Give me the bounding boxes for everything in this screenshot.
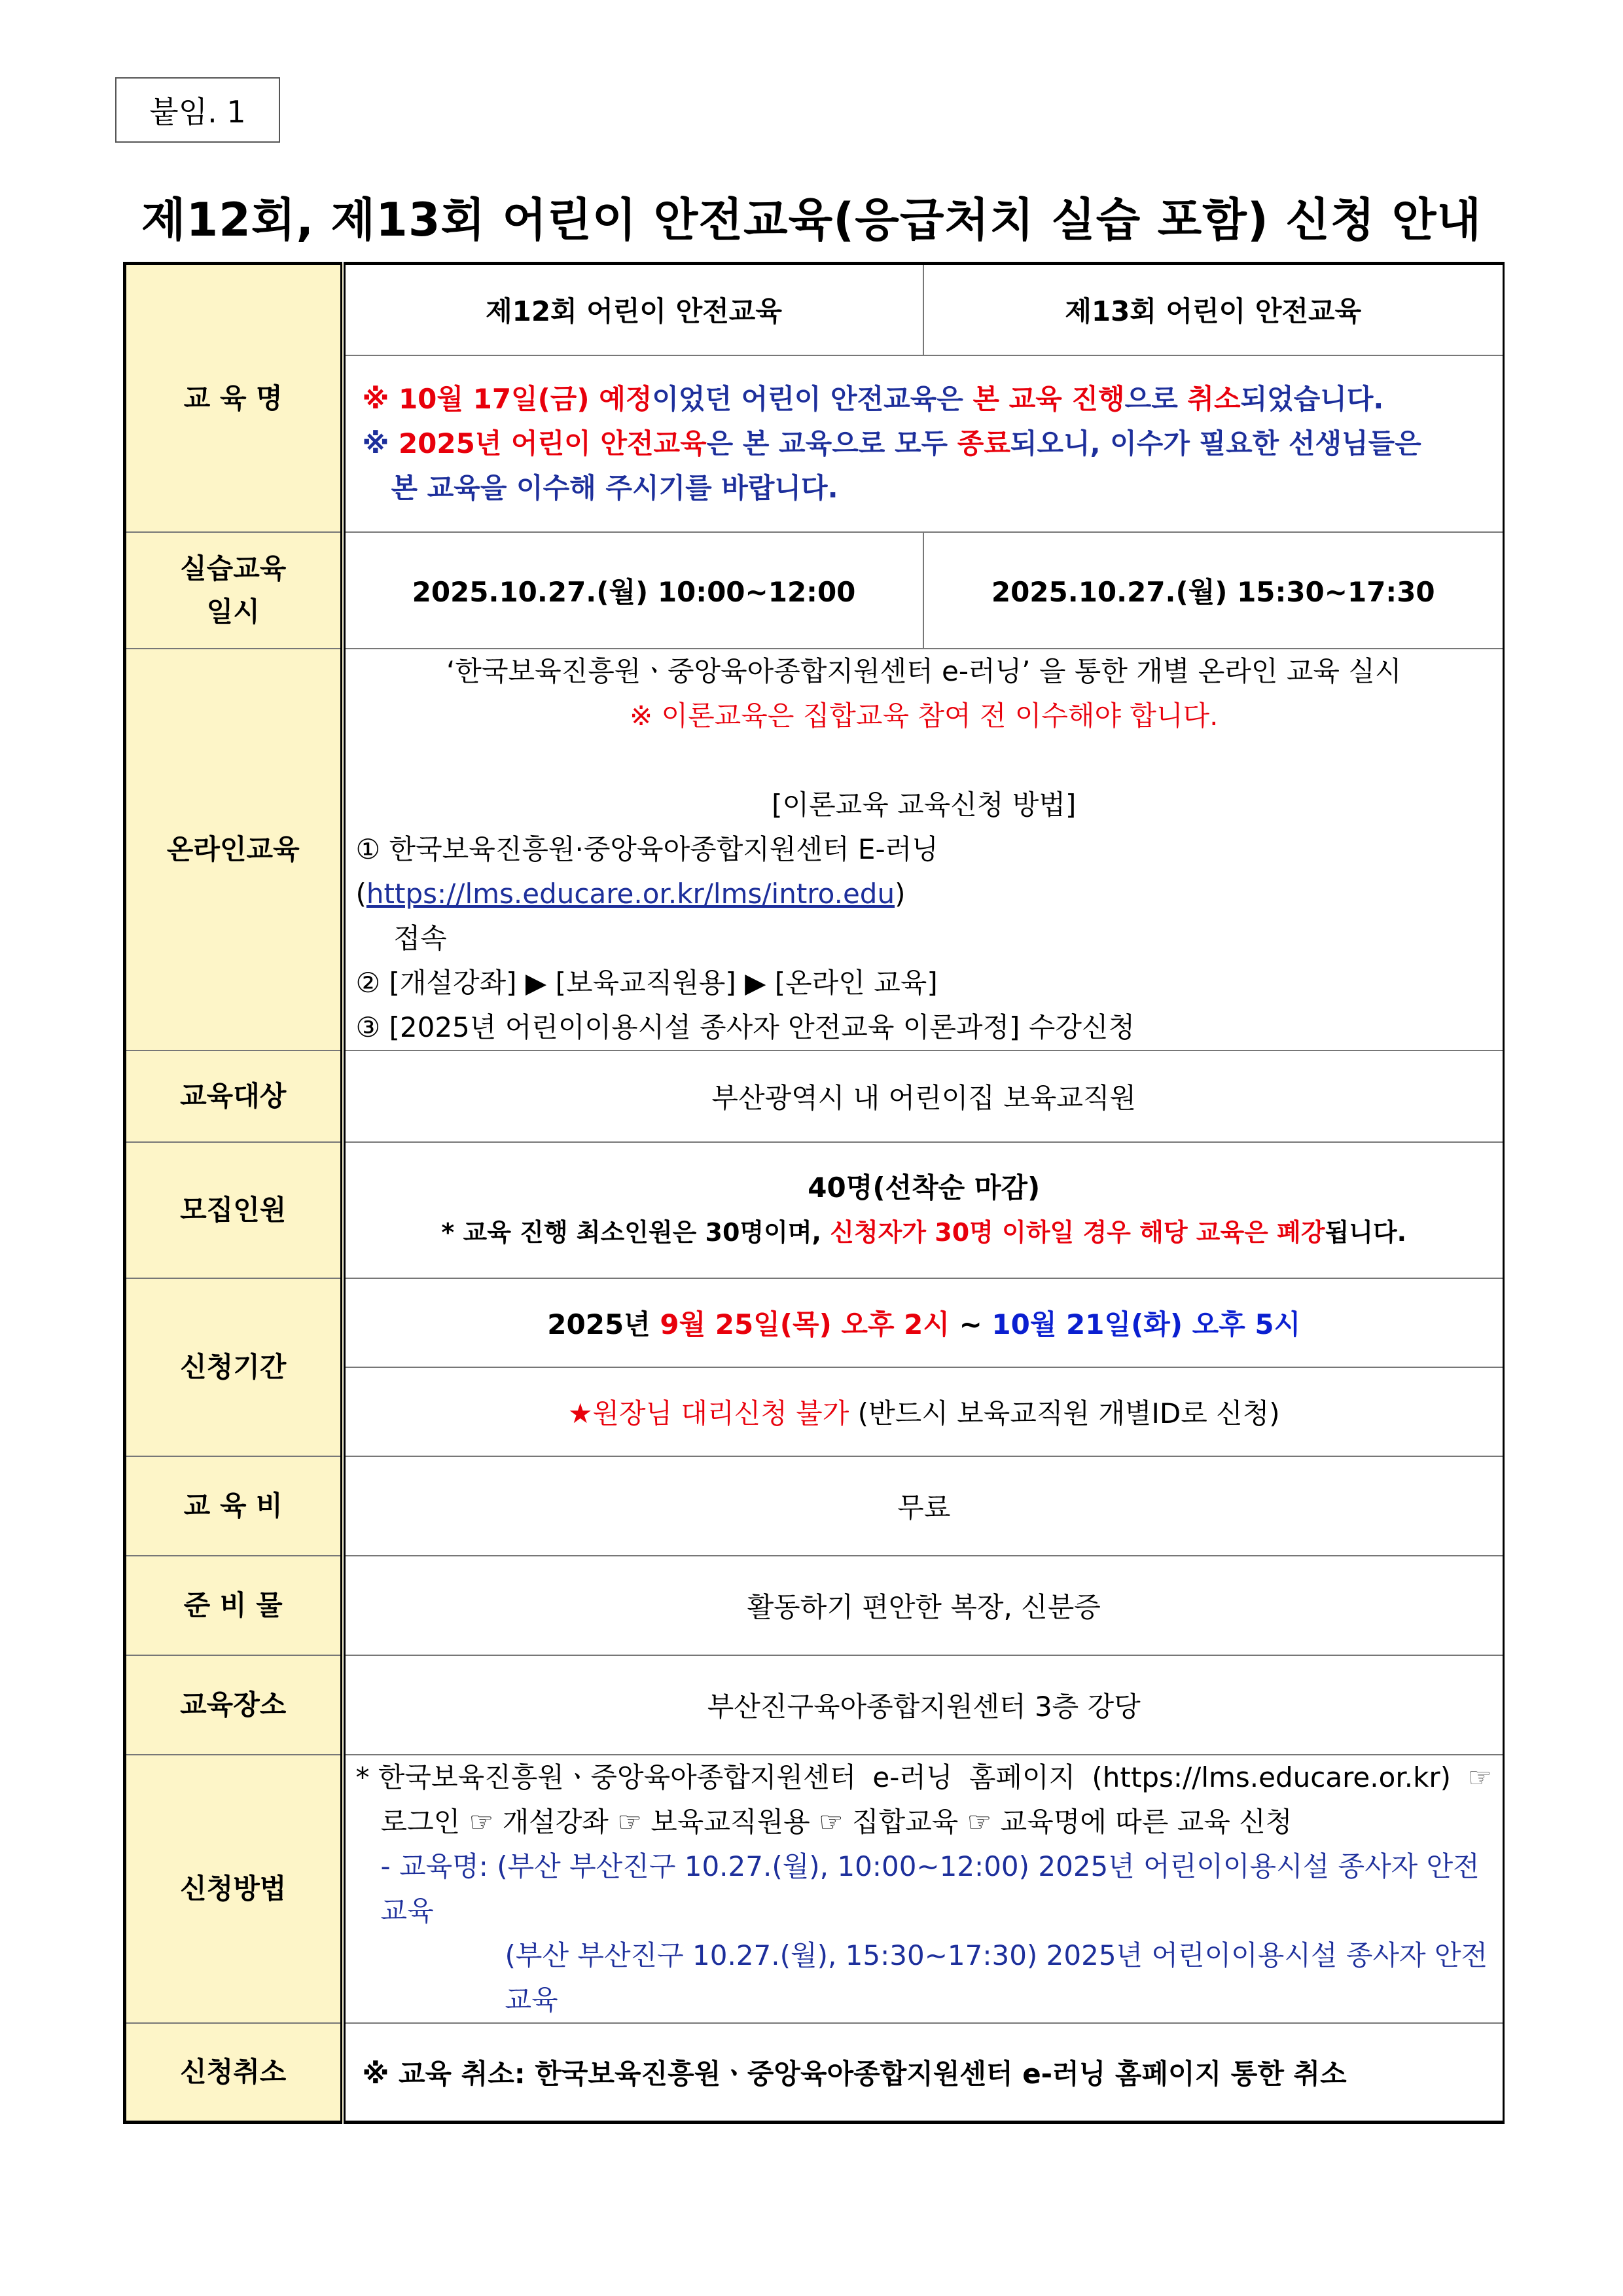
recruit-content <box>343 1142 1504 1278</box>
label-online: 온라인교육 <box>125 649 343 1050</box>
method-line1-a: * 한국보육진흥원ㆍ중앙육아종합지원센터 <box>355 1761 857 1793</box>
method-line-3: - 교육명: (부산 부산진구 10.27.(월), 10:00~12:00) 2025년 어린이이용시설 종사자 안전교육 <box>380 1850 1480 1927</box>
course-12-name: 제12회 어린이 안전교육 <box>343 264 923 355</box>
method-line-1 <box>356 1755 1493 1800</box>
period-dates <box>343 1278 1504 1367</box>
notice1-text-b: 본 교육 진행 <box>972 382 1125 415</box>
target-value: 부산광역시 내 어린이집 보육교직원 <box>343 1050 1504 1142</box>
attachment-label-text: 붙임. 1 <box>149 94 246 130</box>
page-title: 제12회, 제13회 어린이 안전교육(응급처치 실습 포함) 신청 안내 <box>141 193 1482 247</box>
period-warning <box>343 1367 1504 1456</box>
method-line-2: 로그인 ☞ 개설강좌 ☞ 보육교직원용 ☞ 집합교육 ☞ 교육명에 따른 교육 신청 <box>380 1805 1293 1838</box>
method-line1-d: (https://lms.educare.or.kr) <box>1092 1761 1452 1793</box>
row-recruit <box>125 1142 1504 1278</box>
practice-time-13: 2025.10.27.(월) 15:30~17:30 <box>923 532 1504 649</box>
notice-line-1 <box>363 377 1493 422</box>
online-spacer <box>356 738 1493 783</box>
lms-link[interactable]: https://lms.educare.or.kr/lms/intro.edu <box>366 877 895 910</box>
label-recruit: 모집인원 <box>125 1142 343 1278</box>
online-line-1: ‘한국보육진흥원ㆍ중앙육아종합지원센터 e-러닝’ 을 통한 개별 온라인 교육 실시 <box>446 655 1402 687</box>
method-line1-b: e-러닝 <box>872 1761 953 1793</box>
period-start: 9월 25일(목) 오후 2시 <box>660 1308 950 1340</box>
label-period: 신청기간 <box>125 1278 343 1456</box>
cancel-notice <box>343 355 1504 532</box>
recruit-value: 40명(선착순 마감) <box>808 1171 1041 1204</box>
recruit-note-c: 됩니다. <box>1325 1217 1407 1247</box>
step1-suffix: ) <box>895 877 906 910</box>
proxy-warning-rest: (반드시 보육교직원 개별ID로 신청) <box>849 1397 1280 1429</box>
notice2-text-c: 종료 <box>957 427 1010 459</box>
notice1-date: ※ 10월 17일(금) 예정 <box>362 382 652 415</box>
row-cancel <box>125 2023 1504 2123</box>
notice2-text-d: 되오니, 이수가 필요한 선생님들은 <box>1010 427 1421 459</box>
pointing-hand-icon: ☞ <box>1467 1761 1492 1793</box>
row-edu-name-header <box>125 264 1504 355</box>
row-method <box>125 1755 1504 2023</box>
label-place: 교육장소 <box>125 1655 343 1755</box>
online-line-2: ※ 이론교육은 집합교육 참여 전 이수해야 합니다. <box>629 699 1219 732</box>
step1-prefix: ① 한국보육진흥원·중앙육아종합지원센터 E-러닝 ( <box>355 833 938 910</box>
fee-value: 무료 <box>343 1456 1504 1556</box>
row-prep <box>125 1556 1504 1655</box>
method-line1-c: 홈페이지 <box>969 1761 1076 1793</box>
online-step-1 <box>356 827 1493 916</box>
recruit-note <box>356 1210 1493 1255</box>
method-line-4: (부산 부산진구 10.27.(월), 15:30~17:30) 2025년 어린이이용시설 종사자 안전교육 <box>505 1939 1488 2016</box>
period-sep: ~ <box>949 1308 992 1340</box>
attachment-label <box>115 77 280 143</box>
label-edu-name: 교 육 명 <box>125 264 343 532</box>
prep-value: 활동하기 편안한 복장, 신분증 <box>343 1556 1504 1655</box>
notice-line-2 <box>363 422 1493 466</box>
course-13-name: 제13회 어린이 안전교육 <box>923 264 1504 355</box>
label-fee: 교 육 비 <box>125 1456 343 1556</box>
notice2-text-a: 2025년 어린이 안전교육 <box>398 427 707 459</box>
notice2-mark: ※ <box>362 427 399 459</box>
row-place <box>125 1655 1504 1755</box>
place-value: 부산진구육아종합지원센터 3층 강당 <box>343 1655 1504 1755</box>
notice1-text-d: 취소 <box>1187 382 1241 415</box>
label-practice-line2: 일시 <box>206 595 260 628</box>
proxy-warning: ★원장님 대리신청 불가 <box>567 1397 849 1429</box>
label-method: 신청방법 <box>125 1755 343 2023</box>
label-practice <box>125 532 343 649</box>
practice-time-12: 2025.10.27.(월) 10:00~12:00 <box>343 532 923 649</box>
row-period-dates <box>125 1278 1504 1367</box>
notice2-text-b: 은 본 교육으로 모두 <box>706 427 957 459</box>
row-practice <box>125 532 1504 649</box>
label-cancel: 신청취소 <box>125 2023 343 2123</box>
period-year: 2025년 <box>547 1308 660 1340</box>
label-practice-line1: 실습교육 <box>180 552 287 585</box>
label-target: 교육대상 <box>125 1050 343 1142</box>
recruit-note-a: * 교육 진행 최소인원은 30명이며, <box>441 1217 830 1247</box>
recruit-note-b: 신청자가 30명 이하일 경우 해당 교육은 폐강 <box>830 1217 1325 1247</box>
row-online <box>125 649 1504 1050</box>
period-end: 10월 21일(화) 오후 5시 <box>991 1308 1301 1340</box>
notice1-text-a: 이었던 어린이 안전교육은 <box>652 382 973 415</box>
row-fee <box>125 1456 1504 1556</box>
online-step-3: ③ [2025년 어린이이용시설 종사자 안전교육 이론과정] 수강신청 <box>355 1011 1135 1043</box>
notice1-text-e: 되었습니다. <box>1240 382 1384 415</box>
method-content <box>343 1755 1504 2023</box>
online-content <box>343 649 1504 1050</box>
online-step-1-cont: 접속 <box>393 922 447 954</box>
label-prep: 준 비 물 <box>125 1556 343 1655</box>
method-title: [이론교육 교육신청 방법] <box>772 788 1077 821</box>
row-target <box>125 1050 1504 1142</box>
cancel-value: ※ 교육 취소: 한국보육진흥원ㆍ중앙육아종합지원센터 e-러닝 홈페이지 통한 취소 <box>343 2023 1504 2123</box>
notice1-text-c: 으로 <box>1124 382 1188 415</box>
online-step-2: ② [개설강좌] ▶ [보육교직원용] ▶ [온라인 교육] <box>355 966 938 999</box>
info-table <box>123 262 1505 2124</box>
notice-line-3: 본 교육을 이수해 주시기를 바랍니다. <box>391 471 838 504</box>
